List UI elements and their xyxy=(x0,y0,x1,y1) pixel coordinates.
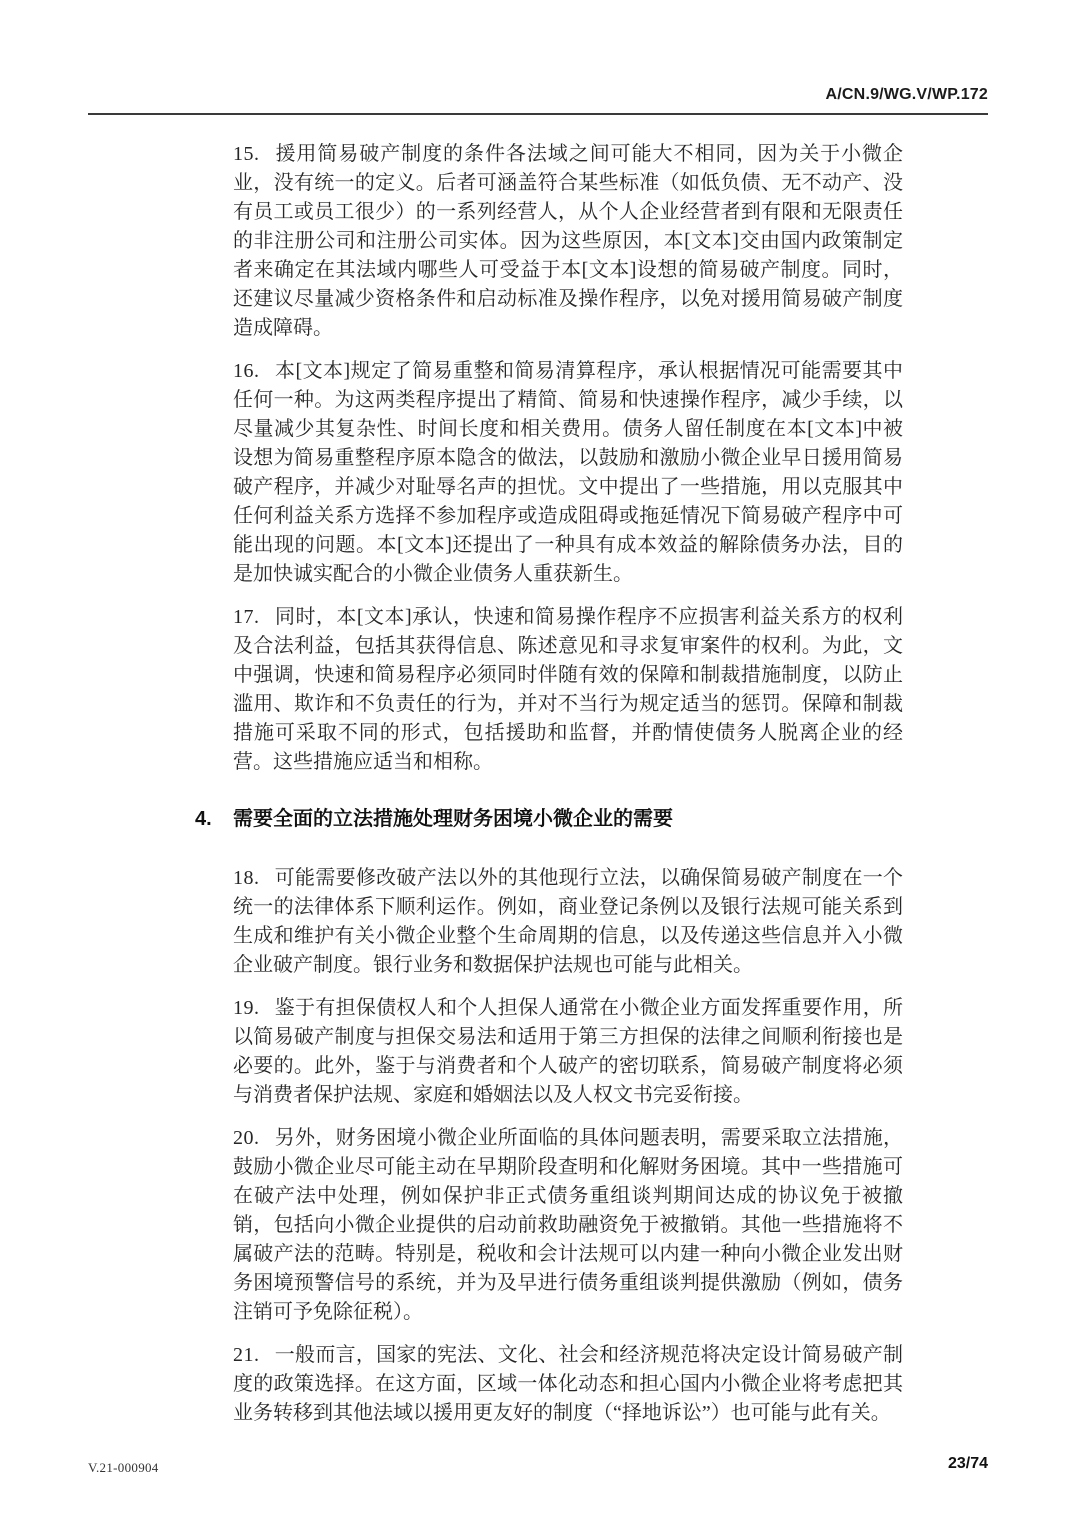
footer-page-number: 23/74 xyxy=(947,1455,988,1472)
paragraph-number: 19. xyxy=(233,997,260,1019)
paragraph-text: 同时，本[文本]承认，快速和简易操作程序不应损害利益关系方的权利及合法利益，包括其获得信息、陈述意见和寻求复审案件的权利。为此，文中强调，快速和简易程序必须同时伴随有效的保障和制裁措施制度，以防止滥用、欺诈和不负责任的行为，并对不当行为规定适当的惩罚。保障和制裁措施可采取不同的形式，包括援助和监督，并酌情使债务人脱离企业的经营。这些措施应适当和相称。 xyxy=(233,606,903,773)
paragraph-number: 17. xyxy=(233,606,260,628)
paragraph-number: 18. xyxy=(233,867,260,889)
paragraph-number: 21. xyxy=(233,1344,260,1366)
document-symbol xyxy=(88,86,988,115)
footer-job-number: V.21-000904 xyxy=(88,1460,159,1475)
paragraph-number: 15. xyxy=(233,143,260,165)
paragraph-text: 可能需要修改破产法以外的其他现行立法，以确保简易破产制度在一个统一的法律体系下顺利运作。例如，商业登记条例以及银行法规可能关系到生成和维护有关小微企业整个生命周期的信息，以及传递这些信息并入小微企业破产制度。银行业务和数据保护法规也可能与此相关。 xyxy=(233,867,903,976)
paragraph-text: 本[文本]规定了简易重整和简易清算程序，承认根据情况可能需要其中任何一种。为这两类程序提出了精简、简易和快速操作程序，减少手续，以尽量减少其复杂性、时间长度和相关费用。债务人留任制度在本[文本]中被设想为简易重整程序原本隐含的做法，以鼓励和激励小微企业早日援用简易破产程序，并减少对耻辱名声的担忧。文中提出了一些措施，用以克服其中任何利益关系方选择不参加程序或造成阻碍或拖延情况下简易破产程序中可能出现的问题。本[文本]还提出了一种具有成本效益的解除债务办法，目的是加快诚实配合的小微企业债务人重获新生。 xyxy=(233,360,903,585)
paragraph-text: 另外，财务困境小微企业所面临的具体问题表明，需要采取立法措施，鼓励小微企业尽可能主动在早期阶段查明和化解财务困境。其中一些措施可在破产法中处理，例如保护非正式债务重组谈判期间达成的协议免于被撤销，包括向小微企业提供的启动前救助融资免于被撤销。其他一些措施将不属破产法的范畴。特别是，税收和会计法规可以内建一种向小微企业发出财务困境预警信号的系统，并为及早进行债务重组谈判提供激励（例如，债务注销可予免除征税）。 xyxy=(233,1127,903,1323)
paragraph-21 xyxy=(233,1341,903,1428)
paragraph-19 xyxy=(233,994,903,1110)
paragraph-15 xyxy=(233,140,903,343)
paragraph-number: 16. xyxy=(233,360,260,382)
paragraph-text: 一般而言，国家的宪法、文化、社会和经济规范将决定设计简易破产制度的政策选择。在这方面，区域一体化动态和担心国内小微企业将考虑把其业务转移到其他法域以援用更友好的制度（“择地诉讼”）也可能与此有关。 xyxy=(233,1344,903,1424)
paragraph-20 xyxy=(233,1124,903,1327)
paragraph-number: 20. xyxy=(233,1127,260,1149)
paragraph-16 xyxy=(233,357,903,589)
document-symbol-text: A/CN.9/WG.V/WP.172 xyxy=(825,86,988,103)
section-heading-number: 4. xyxy=(195,808,212,830)
paragraph-18 xyxy=(233,864,903,980)
document-body xyxy=(195,140,903,1442)
paragraph-text: 鉴于有担保债权人和个人担保人通常在小微企业方面发挥重要作用，所以简易破产制度与担保交易法和适用于第三方担保的法律之间顺利衔接也是必要的。此外，鉴于与消费者和个人破产的密切联系，简易破产制度将必须与消费者保护法规、家庭和婚姻法以及人权文书完妥衔接。 xyxy=(233,997,903,1106)
paragraph-17 xyxy=(233,603,903,777)
paragraph-text: 援用简易破产制度的条件各法域之间可能大不相同，因为关于小微企业，没有统一的定义。后者可涵盖符合某些标准（如低负债、无不动产、没有员工或员工很少）的一系列经营人，从个人企业经营者到有限和无限责任的非注册公司和注册公司实体。因为这些原因，本[文本]交由国内政策制定者来确定在其法域内哪些人可受益于本[文本]设想的简易破产制度。同时，还建议尽量减少资格条件和启动标准及操作程序，以免对援用简易破产制度造成障碍。 xyxy=(233,143,903,339)
section-heading-title: 需要全面的立法措施处理财务困境小微企业的需要 xyxy=(233,808,673,830)
section-heading xyxy=(195,805,903,834)
